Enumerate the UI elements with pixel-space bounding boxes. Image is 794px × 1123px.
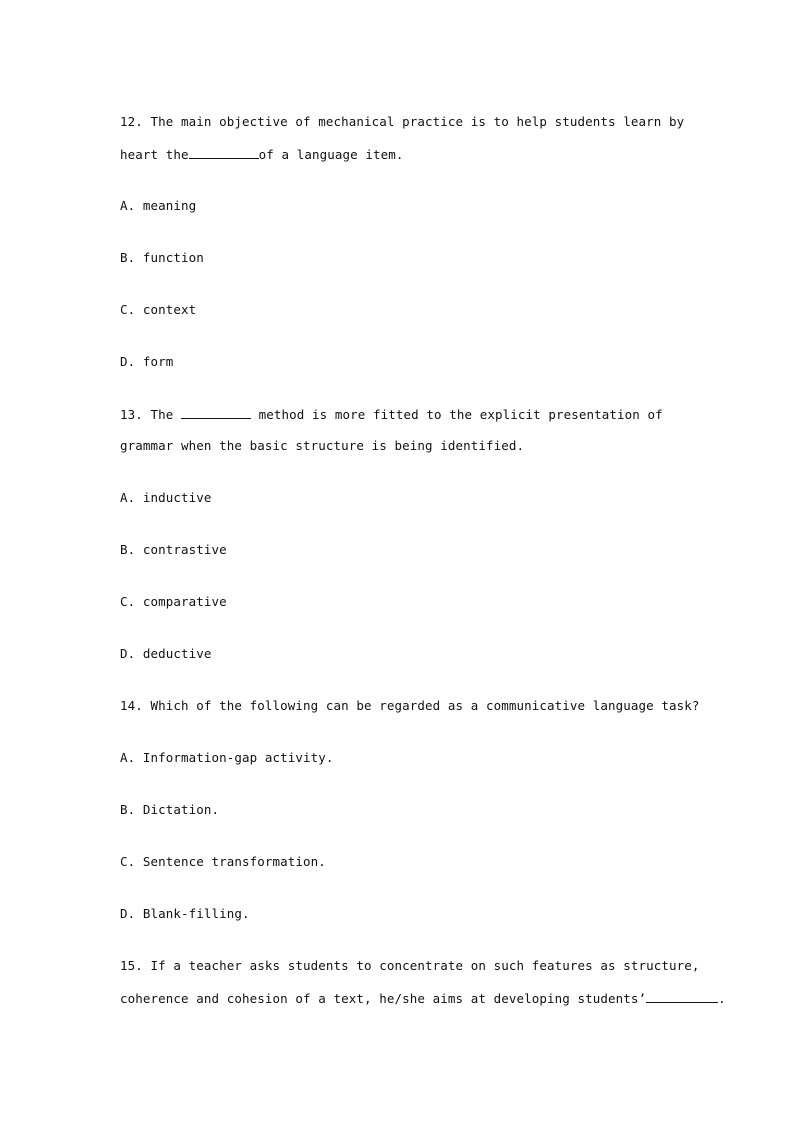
question-15-text-before-blank: coherence and cohesion of a text, he/she aims at developing students’ (120, 991, 647, 1006)
question-12-option-c: C. context (120, 302, 197, 317)
question-12-text-after-blank: of a language item. (258, 147, 404, 162)
question-15-line-2 (120, 990, 726, 1007)
question-14-option-d: D. Blank-filling. (120, 906, 250, 921)
question-13-option-b: B. contrastive (120, 542, 227, 557)
question-14-option-b: B. Dictation. (120, 802, 220, 817)
question-12-line-2 (120, 146, 700, 163)
question-14-option-a: A. Information-gap activity. (120, 750, 334, 765)
question-14-option-c: C. Sentence transformation. (120, 854, 326, 869)
question-13-line-2: grammar when the basic structure is being identified. (120, 438, 525, 453)
question-13-option-c: C. comparative (120, 594, 227, 609)
question-12-option-d: D. form (120, 354, 174, 369)
question-13-text-after-blank: method is more fitted to the explicit presentation of (251, 407, 663, 422)
answer-blank (181, 406, 251, 419)
question-13-text-before-blank: 13. The (120, 407, 182, 422)
question-12-line-1: 12. The main objective of mechanical practice is to help students learn by (120, 114, 685, 129)
question-13-option-d: D. deductive (120, 646, 212, 661)
question-12-text-before-blank: heart the (120, 147, 189, 162)
question-12-option-a: A. meaning (120, 198, 197, 213)
question-13-line-1 (120, 406, 700, 423)
answer-blank (189, 146, 259, 159)
question-13-option-a: A. inductive (120, 490, 212, 505)
answer-blank (646, 990, 718, 1003)
question-15-line-1: 15. If a teacher asks students to concentrate on such features as structure, (120, 958, 700, 973)
question-14-line-1: 14. Which of the following can be regarded as a communicative language task? (120, 698, 700, 713)
question-12-option-b: B. function (120, 250, 204, 265)
question-15-text-after-blank: . (718, 991, 726, 1006)
